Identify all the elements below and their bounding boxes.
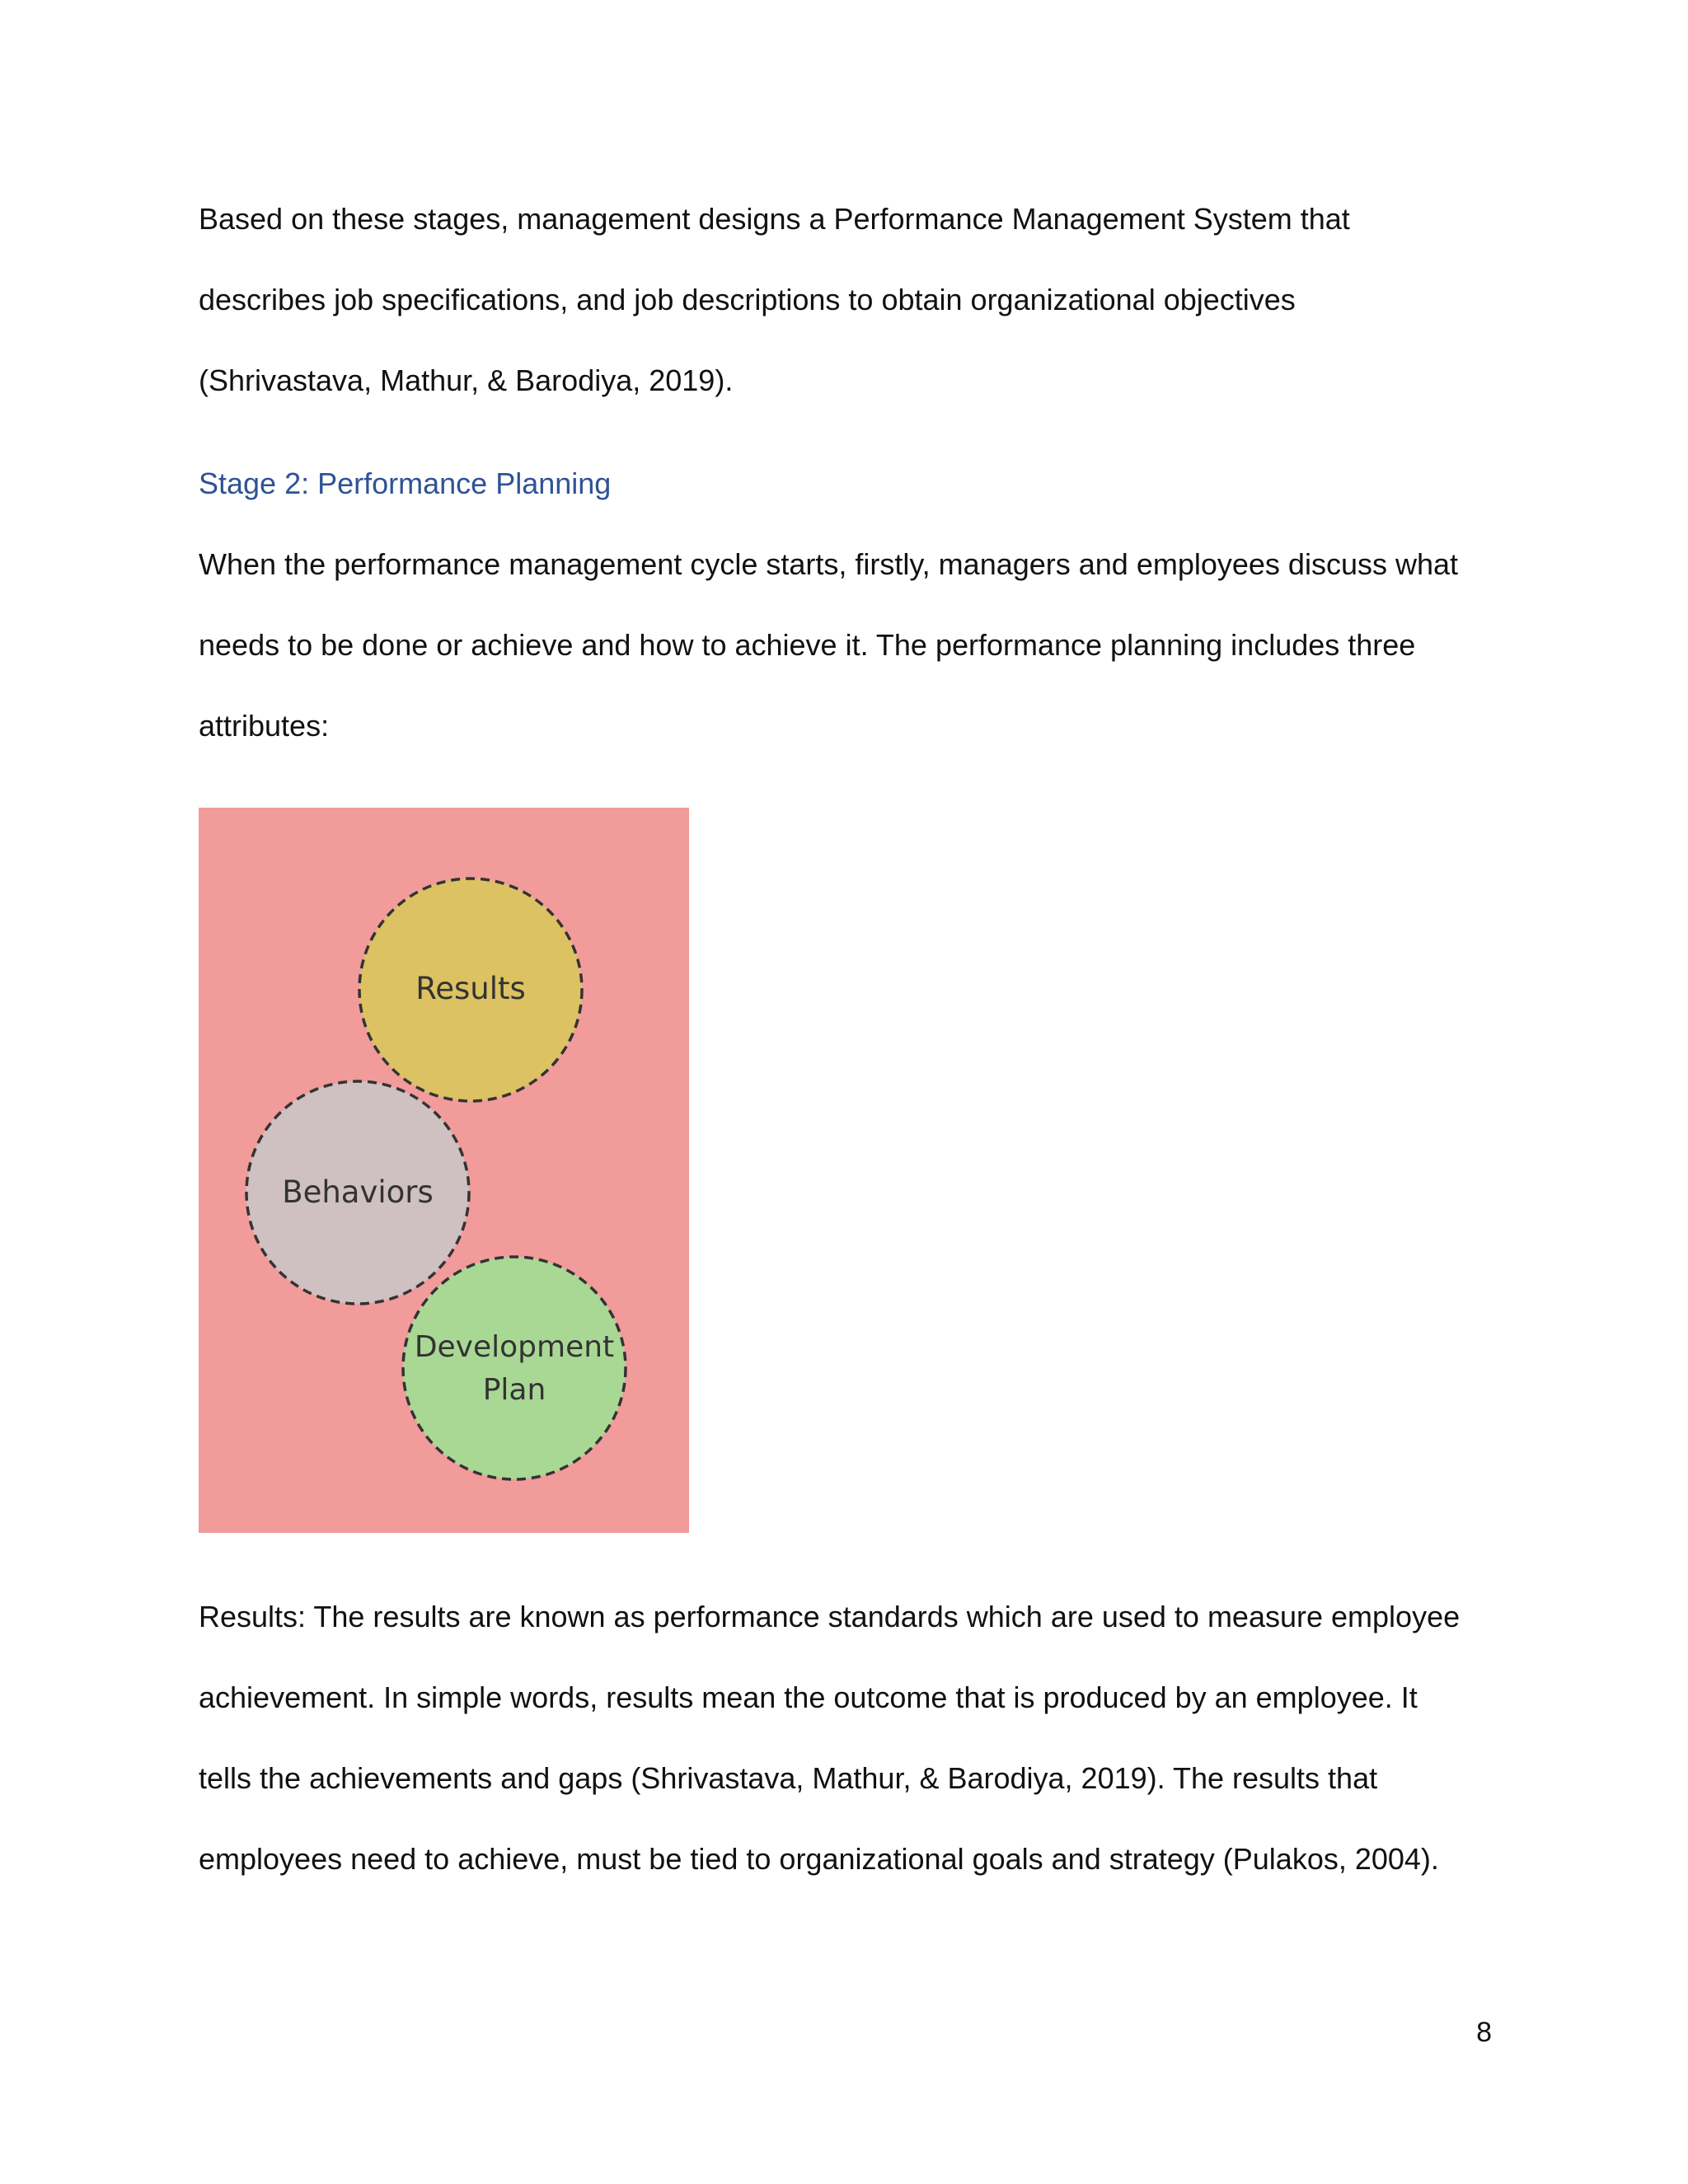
behaviors-label: Behaviors <box>282 1174 434 1210</box>
paragraph-1-line-2: describes job specifications, and job descriptions to obtain organizational objectives <box>199 283 1296 316</box>
diagram-svg <box>199 808 689 1533</box>
paragraph-1-line-1: Based on these stages, management designs a Performance Management System that <box>199 202 1350 236</box>
plan-label: Plan <box>482 1373 546 1407</box>
development-label: Development <box>414 1330 615 1364</box>
development-plan-circle <box>403 1257 626 1479</box>
paragraph-3-line-4: employees need to achieve, must be tied to organizational goals and strategy (Pulakos, 2004). <box>199 1842 1439 1876</box>
paragraph-3-line-2: achievement. In simple words, results mean the outcome that is produced by an employee. It <box>199 1680 1418 1714</box>
paragraph-3-line-1: Results: The results are known as performance standards which are used to measure employee <box>199 1600 1461 1633</box>
behaviors-circle <box>246 1081 469 1304</box>
paragraph-2-line-1: When the performance management cycle starts, firstly, managers and employees discuss what <box>199 547 1459 581</box>
paragraph-3-line-3: tells the achievements and gaps (Shrivastava, Mathur, & Barodiya, 2019). The results that <box>199 1761 1378 1795</box>
page-number: 8 <box>1476 2017 1492 2048</box>
results-label: Results <box>415 971 526 1006</box>
paragraph-2-line-2: needs to be done or achieve and how to achieve it. The performance planning includes three <box>199 628 1416 662</box>
paragraph-1-line-3: (Shrivastava, Mathur, & Barodiya, 2019). <box>199 363 734 397</box>
planning-attributes-diagram <box>199 808 689 1533</box>
results-circle <box>359 879 582 1101</box>
section-heading: Stage 2: Performance Planning <box>199 466 612 500</box>
paragraph-2-line-3: attributes: <box>199 709 330 743</box>
